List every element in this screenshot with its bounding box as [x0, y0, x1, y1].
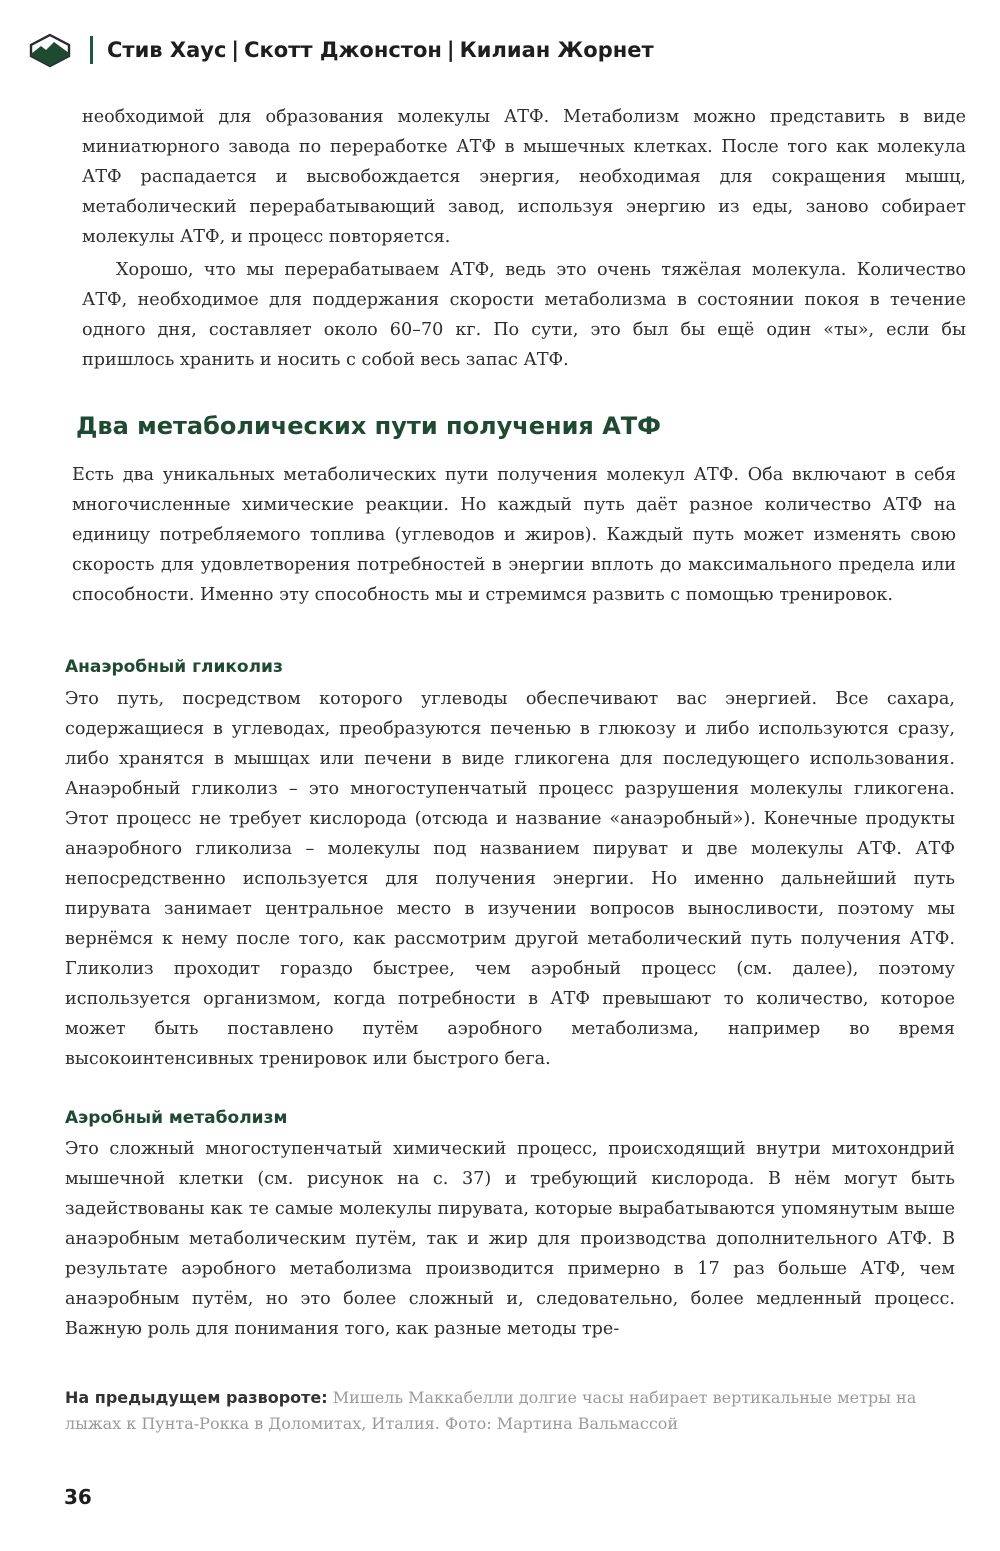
photo-caption — [65, 1385, 955, 1437]
caption-text: Мишель Маккабелли долгие часы набирает вертикальные метры на лыжах к Пунта-Рокка в Доломитах, Италия. Фото: Мартина Вальмассой — [65, 1388, 917, 1433]
header-divider — [90, 36, 93, 64]
section-body: Есть два уникальных метаболических пути получения молекул АТФ. Оба включают в себя многочисленные химические реакции. Но каждый путь даёт разное количество АТФ на единицу потребляемого топлива (углеводов и жиров). Каждый путь может изменять свою скорость для удовлетворения потребностей в энергии вплоть до максимального предела или способности. Именно эту способность мы и стремимся развить с помощью тренировок. — [72, 465, 956, 605]
caption-lead: На предыдущем развороте: — [65, 1388, 328, 1407]
header-authors: Стив Хаус | Скотт Джонстон | Килиан Жорнет — [107, 38, 654, 62]
intro-paragraph-2: Хорошо, что мы перерабатываем АТФ, ведь это очень тяжёлая молекула. Количество АТФ, необходимое для поддержания скорости метаболизма в состоянии покоя в течение одного дня, составляет около 60–70 кг. По сути, это был бы ещё один «ты», если бы пришлось хранить и носить с собой весь запас АТФ. — [82, 260, 966, 370]
page-number: 36 — [64, 1485, 92, 1509]
author-name: Килиан Жорнет — [459, 38, 654, 62]
section-title: Два метаболических пути получения АТФ — [76, 412, 661, 440]
author-name: Стив Хаус — [107, 38, 227, 62]
mountain-logo-icon — [28, 32, 72, 68]
intro-paragraph-1: необходимой для образования молекулы АТФ. Метаболизм можно представить в виде миниатюрного завода по переработке АТФ в мышечных клетках. После того как молекула АТФ распадается и высвобождается энергия, необходимая для сокращения мышц, метаболический перерабатывающий завод, используя энергию из еды, заново собирает молекулы АТФ, и процесс повторяется. — [82, 107, 966, 247]
anaerobic-body: Это путь, посредством которого углеводы обеспечивают вас энергией. Все сахара, содержащиеся в углеводах, преобразуются печенью в глюкозу и либо используются сразу, либо хранятся в мышцах или печени в виде гликогена для последующего использования. Анаэробный гликолиз – это многоступенчатый процесс разрушения молекулы гликогена. Этот процесс не требует кислорода (отсюда и название «анаэробный»). Конечные продукты анаэробного гликолиза – молекулы под названием пируват и две молекулы АТФ. АТФ непосредственно используется для получения энергии. Но именно дальнейший путь пирувата занимает центральное место в изучении вопросов выносливости, поэтому мы вернёмся к нему после того, как рассмотрим другой метаболический путь получения АТФ. Гликолиз проходит гораздо быстрее, чем аэробный процесс (см. далее), поэтому используется организмом, когда потребности в АТФ превышают то количество, которое может быть поставлено путём аэробного метаболизма, например во время высокоинтенсивных тренировок или быстрого бега. — [65, 689, 955, 1069]
author-name: Скотт Джонстон — [244, 38, 442, 62]
subheading-anaerobic: Анаэробный гликолиз — [65, 657, 283, 677]
subheading-aerobic: Аэробный метаболизм — [65, 1108, 288, 1128]
aerobic-body: Это сложный многоступенчатый химический процесс, происходящий внутри митохондрий мышечной клетки (см. рисунок на с. 37) и требующий кислорода. В нём могут быть задействованы как те самые молекулы пирувата, которые вырабатываются упомянутым выше анаэробным метаболическим путём, так и жир для производства дополнительного АТФ. В результате аэробного метаболизма производится примерно в 17 раз больше АТФ, чем анаэробным путём, но это более сложный и, следовательно, более медленный процесс. Важную роль для понимания того, как разные методы тре- — [65, 1139, 955, 1339]
running-header — [28, 28, 654, 72]
